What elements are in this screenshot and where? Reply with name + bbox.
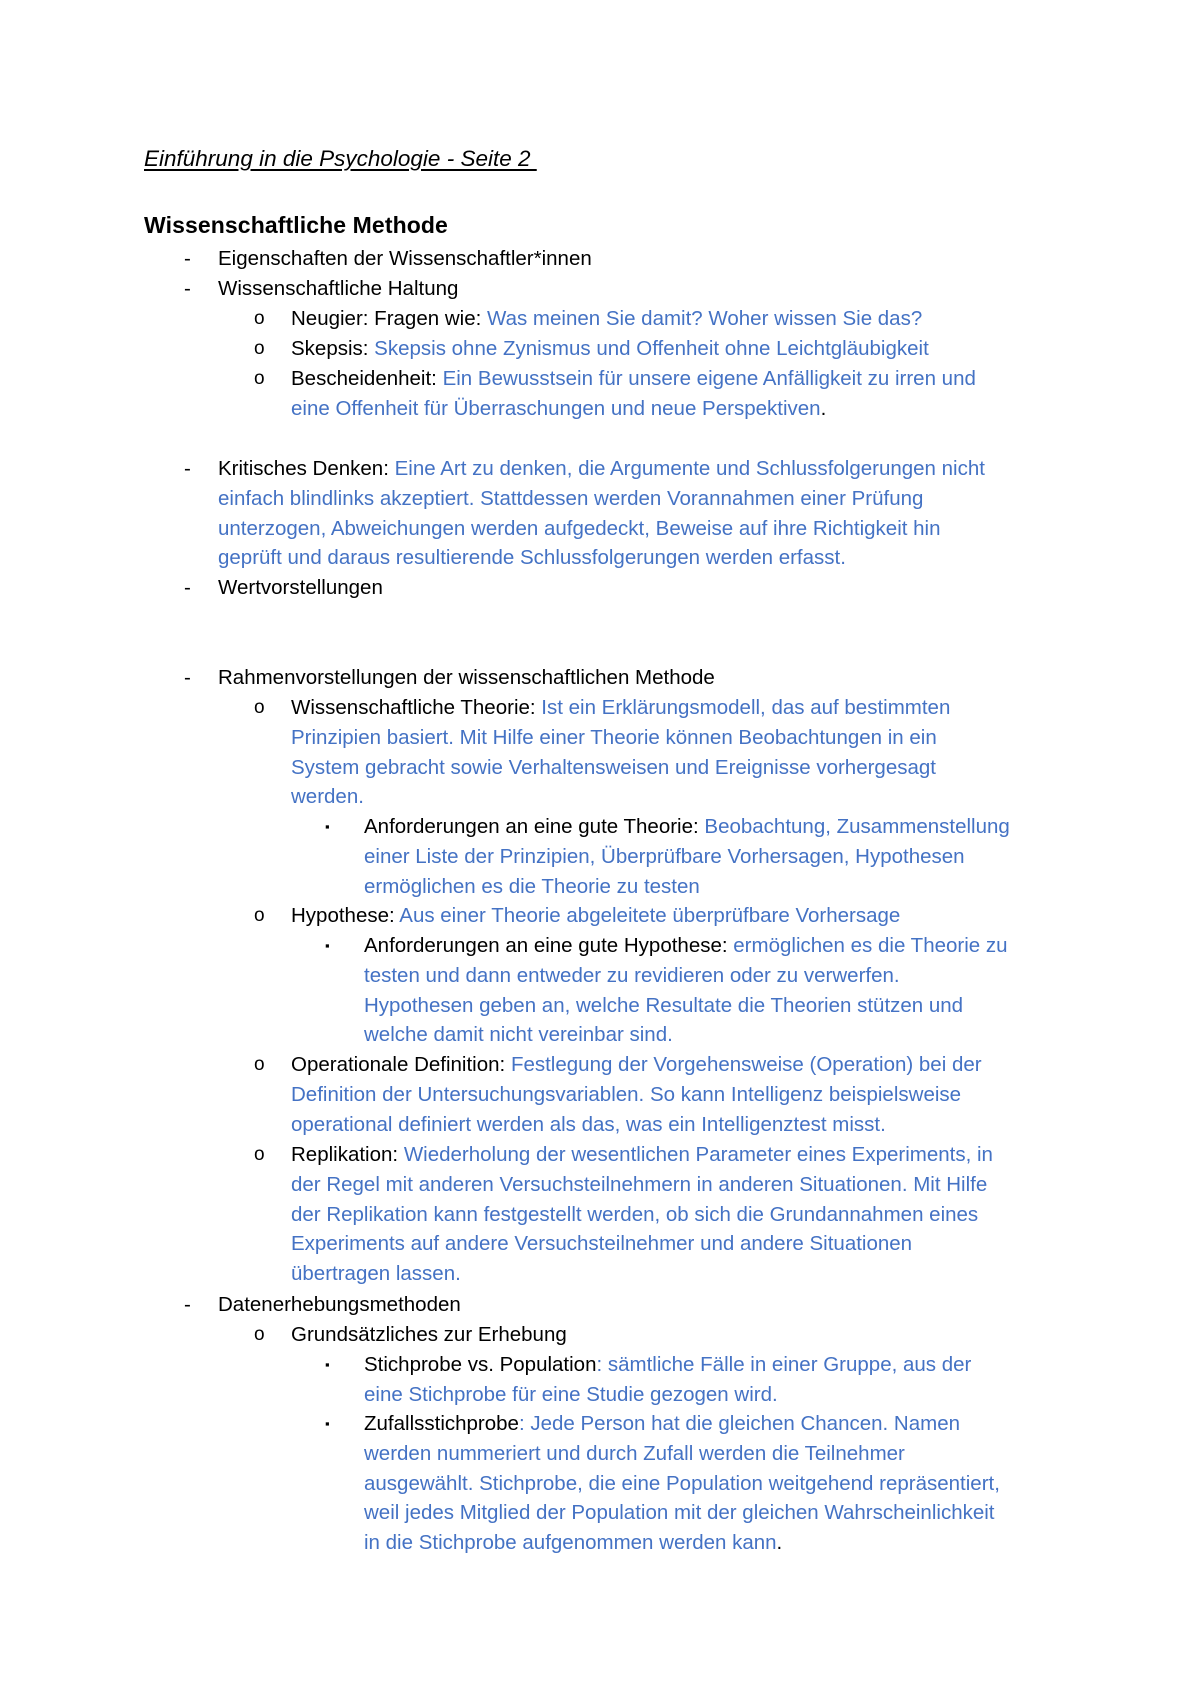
item-label: Eigenschaften der Wissenschaftler*innen [218,247,592,270]
description-line: System gebracht sowie Verhaltensweisen und Ereignisse vorhergesagt [291,755,936,779]
circle-bullet: o [254,368,265,389]
item-label: Wissenschaftliche Theorie: [291,696,542,719]
description-line: Hypothesen geben an, welche Resultate die Theorien stützen und [364,993,964,1017]
dash-bullet: - [184,457,191,480]
dash-bullet: - [184,1293,191,1316]
list-item [291,901,900,931]
description-line: eine Offenheit für Überraschungen und neue Perspektiven [291,396,821,420]
item-description-continued [291,1170,987,1200]
list-item [291,1320,567,1350]
description-line: unterzogen, Abweichungen werden aufgedeckt, Beweise auf ihre Richtigkeit hin [218,516,941,540]
item-description: Ein Bewusstsein für unsere eigene Anfälligkeit zu irren und [442,367,976,390]
item-description-continued [364,842,965,872]
dash-bullet: - [184,576,191,599]
item-label: Skepsis: [291,337,375,360]
item-description: Eine Art zu denken, die Argumente und Schlussfolgerungen nicht [394,457,985,480]
list-item [291,304,922,334]
item-description-continued [364,1439,905,1469]
item-label: Kritisches Denken: [218,457,395,480]
description-line: der Replikation kann festgestellt werden, ob sich die Grundannahmen eines [291,1202,979,1226]
description-line: eine Stichprobe für eine Studie gezogen wird. [364,1382,778,1406]
item-label: Datenerhebungsmethoden [218,1293,461,1316]
item-description: Aus einer Theorie abgeleitete überprüfbare Vorhersage [399,904,901,927]
description-line: Experiments auf andere Versuchsteilnehmer und andere Situationen [291,1232,913,1256]
item-description-continued [364,1528,782,1558]
circle-bullet: o [254,308,265,329]
list-item [364,812,1010,842]
description-line: einer Liste der Prinzipien, Überprüfbare Vorhersagen, Hypothesen [364,844,965,868]
description-line: welche damit nicht vereinbar sind. [364,1023,673,1047]
list-item [218,1290,461,1320]
item-description: Ist ein Erklärungsmodell, das auf bestimmten [541,696,951,719]
description-line: operational definiert werden als das, was ein Intelligenztest misst. [291,1112,886,1136]
item-description-continued [291,782,364,812]
description-line: Definition der Untersuchungsvariablen. So kann Intelligenz beispielsweise [291,1082,962,1106]
list-item [218,274,458,304]
square-bullet: ▪ [325,938,330,953]
item-description-continued [364,961,900,991]
circle-bullet: o [254,1054,265,1075]
item-description-continued [364,1020,673,1050]
list-item [218,454,985,484]
item-label: Wertvorstellungen [218,576,383,599]
item-description-continued [291,1229,912,1259]
item-description: Beobachtung, Zusammenstellung [704,815,1010,838]
item-description-continued [364,1498,995,1528]
item-description-continued [364,872,700,902]
circle-bullet: o [254,905,265,926]
item-label: Hypothese: [291,904,400,927]
dash-bullet: - [184,277,191,300]
circle-bullet: o [254,697,265,718]
description-line: in die Stichprobe aufgenommen werden kann [364,1531,777,1555]
square-bullet: ▪ [325,819,330,834]
item-label: Zufallsstichprobe [364,1412,519,1435]
item-description-continued [218,543,846,573]
item-description-continued [364,1380,778,1410]
item-label: Operationale Definition: [291,1053,511,1076]
item-description-continued [291,1080,961,1110]
item-description: Skepsis ohne Zynismus und Offenheit ohne Leichtgläubigkeit [374,337,929,360]
item-label: Rahmenvorstellungen der wissenschaftlichen Methode [218,666,715,689]
item-description: ermöglichen es die Theorie zu [733,934,1008,957]
list-item [218,663,715,693]
item-label: Replikation: [291,1143,404,1166]
description-line: der Regel mit anderen Versuchsteilnehmern in anderen Situationen. Mit Hilfe [291,1172,988,1196]
list-item [364,1350,971,1380]
description-line: ermöglichen es die Theorie zu testen [364,874,700,898]
description-line: werden nummeriert und durch Zufall werden die Teilnehmer [364,1441,905,1465]
page-title: Einführung in die Psychologie - Seite 2 [144,146,537,171]
item-description-continued [364,991,963,1021]
item-description: : sämtliche Fälle in einer Gruppe, aus der [596,1353,972,1376]
item-label: Anforderungen an eine gute Theorie: [364,815,705,838]
description-line: ausgewählt. Stichprobe, die eine Population weitgehend repräsentiert, [364,1471,1000,1495]
item-description-continued [218,484,923,514]
dash-bullet: - [184,666,191,689]
item-description-continued [291,1110,886,1140]
dash-bullet: - [184,247,191,270]
circle-bullet: o [254,1324,265,1345]
description-line: werden. [291,785,364,809]
list-item [291,364,976,394]
item-label: Stichprobe vs. Population [364,1353,597,1376]
item-description: : Jede Person hat die gleichen Chancen. Namen [518,1412,960,1435]
circle-bullet: o [254,338,265,359]
item-description-continued [218,514,941,544]
item-description-continued [291,394,826,424]
item-description: Wiederholung der wesentlichen Parameter eines Experiments, in [403,1143,993,1166]
item-description-continued [291,753,936,783]
list-item [291,334,929,364]
item-description: Was meinen Sie damit? Woher wissen Sie das? [486,307,923,330]
item-label: Grundsätzliches zur Erhebung [291,1323,567,1346]
description-line: testen und dann entweder zu revidieren oder zu verwerfen. [364,963,900,987]
item-description: Festlegung der Vorgehensweise (Operation) bei der [510,1053,982,1076]
item-description-continued [291,1259,461,1289]
item-description-continued [291,1200,978,1230]
item-tail: . [776,1531,783,1555]
circle-bullet: o [254,1144,265,1165]
list-item [291,693,950,723]
item-description-continued [364,1469,1000,1499]
item-tail: . [820,396,827,420]
section-heading: Wissenschaftliche Methode [144,212,448,238]
item-label: Bescheidenheit: [291,367,443,390]
description-line: übertragen lassen. [291,1262,461,1286]
description-line: geprüft und daraus resultierende Schlussfolgerungen werden erfasst. [218,546,846,570]
list-item [364,1409,960,1439]
item-label: Neugier: Fragen wie: [291,307,487,330]
list-item [291,1140,993,1170]
square-bullet: ▪ [325,1416,330,1431]
list-item [218,573,383,603]
description-line: einfach blindlinks akzeptiert. Stattdessen werden Vorannahmen einer Prüfung [218,486,924,510]
list-item [218,244,592,274]
list-item [364,931,1008,961]
description-line: weil jedes Mitglied der Population mit der gleichen Wahrscheinlichkeit [364,1501,995,1525]
square-bullet: ▪ [325,1357,330,1372]
item-description-continued [291,723,937,753]
list-item [291,1050,982,1080]
item-label: Wissenschaftliche Haltung [218,277,459,300]
description-line: Prinzipien basiert. Mit Hilfe einer Theorie können Beobachtungen in ein [291,725,937,749]
item-label: Anforderungen an eine gute Hypothese: [364,934,734,957]
